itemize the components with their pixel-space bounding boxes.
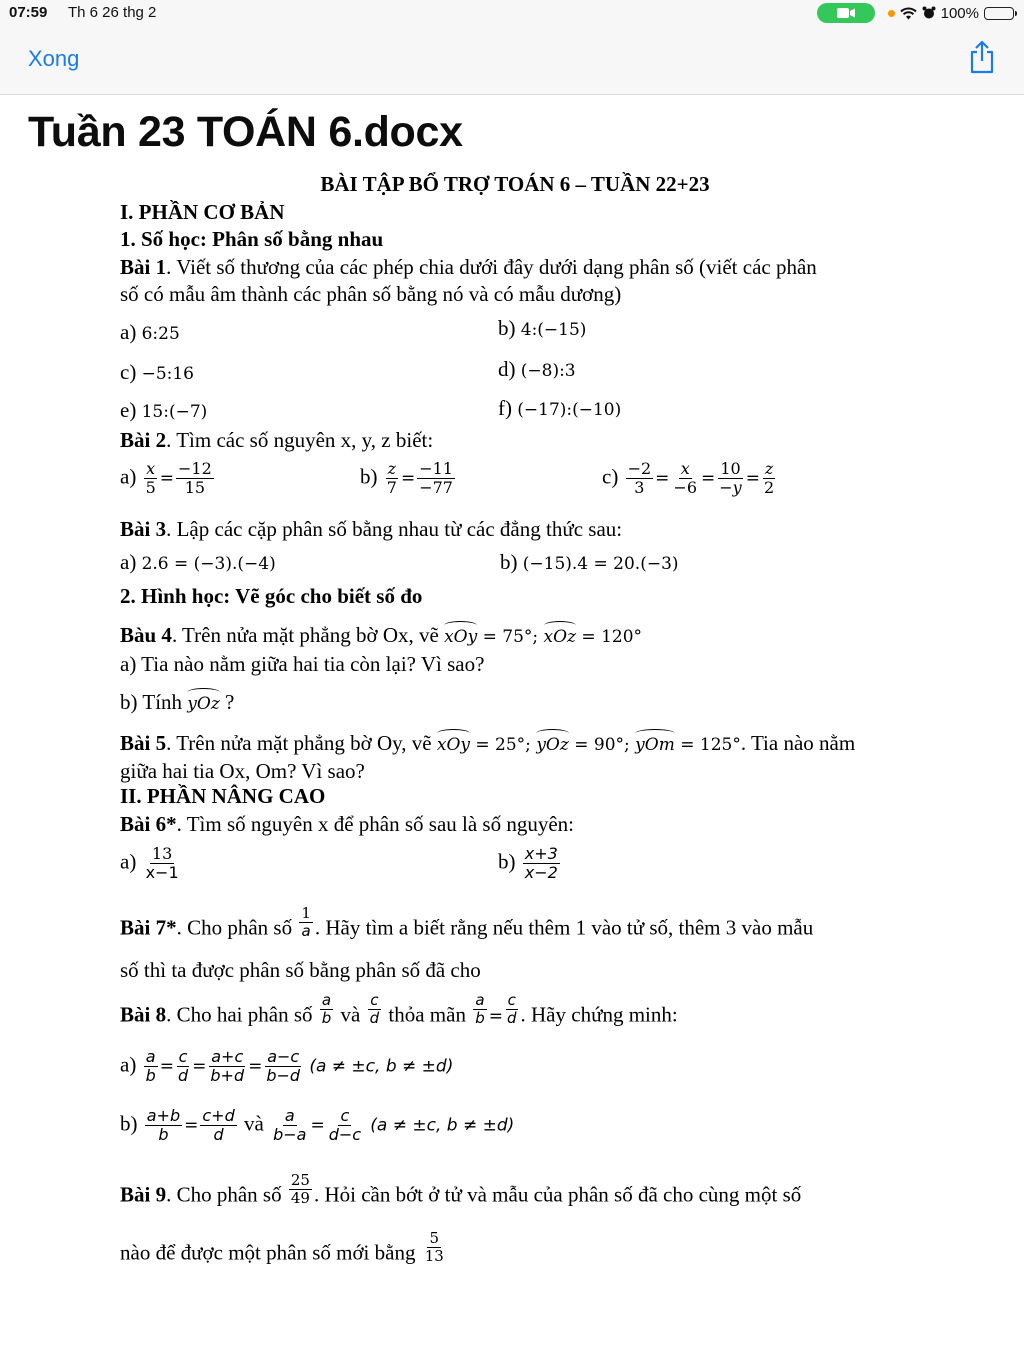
denominator: b−a <box>273 1125 307 1145</box>
bai5-line1 <box>120 731 855 756</box>
fraction <box>176 1048 190 1086</box>
numerator: 13 <box>151 844 173 863</box>
status-time: 07:59 <box>9 4 48 21</box>
item-label: c) <box>120 360 137 384</box>
denominator: a <box>301 922 311 941</box>
bai8-condition-text: thỏa mãn <box>388 1002 466 1027</box>
numerator: −2 <box>627 459 652 478</box>
bai6-text: . Tìm số nguyên x để phân số sau là số nguyên: <box>176 812 574 836</box>
bai8-text-cont: . Hãy chứng minh: <box>520 1002 678 1027</box>
denominator: 15 <box>184 478 206 498</box>
numerator: a+c <box>211 1047 244 1066</box>
bai3-line <box>120 517 622 542</box>
numerator: 25 <box>290 1171 310 1189</box>
numerator: −11 <box>419 459 453 478</box>
denominator: 2 <box>763 478 775 498</box>
bai1-item-e <box>120 398 207 423</box>
angle: yOz <box>187 694 220 714</box>
angle: xOz <box>543 627 577 647</box>
angle-value: = 75°; <box>477 627 544 647</box>
bai2-item-c: c) $\frac{-2}{3}$ = $\frac{x}{-6}$ = $\frac{10}{-y}$ = $\frac{z}{2}$ <box>602 459 775 498</box>
bai4-question-b <box>120 690 234 715</box>
numerator: c <box>507 991 516 1009</box>
denominator: x−2 <box>524 863 558 883</box>
item-label: d) <box>498 357 516 381</box>
numerator: 5 <box>429 1229 440 1247</box>
bai5-line2: giữa hai tia Ox, Om? Vì sao? <box>120 759 365 783</box>
denominator: b <box>158 1125 169 1145</box>
denominator: d−c <box>328 1125 362 1145</box>
fraction <box>417 460 455 498</box>
numerator: a+b <box>146 1106 181 1125</box>
bai2-line <box>120 428 433 453</box>
bai1-item-c <box>120 360 194 385</box>
denominator: 5 <box>145 478 156 498</box>
item-label: a) <box>120 849 137 874</box>
bai3-item-b <box>500 550 679 575</box>
worksheet-heading: BÀI TẬP BỔ TRỢ TOÁN 6 – TUẦN 22+23 <box>320 172 710 196</box>
fraction <box>145 1107 182 1145</box>
item-label: c) <box>602 464 619 489</box>
fraction <box>505 992 519 1028</box>
denominator: b−d <box>266 1066 301 1086</box>
conjunction: và <box>243 1111 264 1136</box>
bai1-f-expr: (−17):(−10) <box>517 400 622 420</box>
bai1-e-expr: 15:(−7) <box>141 402 208 422</box>
share-button[interactable] <box>968 40 996 79</box>
fraction <box>385 460 399 498</box>
fraction <box>299 905 313 941</box>
bai3-label: Bài 3 <box>120 517 167 541</box>
fraction <box>289 1172 312 1208</box>
numerator: a <box>475 991 485 1009</box>
fraction <box>762 460 776 498</box>
bai8-label: Bài 8 <box>120 1002 167 1027</box>
bai9-text-line2: nào để được một phân số mới bằng <box>120 1240 416 1265</box>
fraction <box>671 460 699 498</box>
numerator: −12 <box>178 459 212 478</box>
item-label: b) <box>498 849 516 874</box>
battery-percent: 100% <box>940 4 979 22</box>
top-bar <box>0 0 1024 95</box>
denominator: −77 <box>419 478 453 498</box>
numerator: 1 <box>301 904 311 922</box>
fraction <box>144 845 181 883</box>
angle-value: = 90°; <box>568 735 636 755</box>
bai3-a-expr: 2.6 = (−3).(−4) <box>141 554 276 574</box>
condition: (a ≠ ±c, b ≠ ±d) <box>370 1115 515 1136</box>
bai7-label: Bài 7* <box>120 915 177 940</box>
bai1-a-expr: 6:25 <box>141 324 180 344</box>
question-text: b) Tính <box>120 690 183 714</box>
bai7-line2: số thì ta được phân số bằng phân số đã cho <box>120 958 481 982</box>
denominator: d <box>369 1009 380 1028</box>
subsection-arithmetic-heading: 1. Số học: Phân số bằng nhau <box>120 227 384 251</box>
bai2-text: . Tìm các số nguyên x, y, z biết: <box>166 428 434 452</box>
fraction <box>320 992 334 1028</box>
numerator: a <box>284 1106 295 1125</box>
bai1-c-expr: −5:16 <box>141 364 194 384</box>
numerator: a <box>321 991 332 1009</box>
fraction <box>523 845 560 883</box>
numerator: x+3 <box>524 844 558 863</box>
bai6-item-b <box>498 845 562 883</box>
bai1-label: Bài 1 <box>120 255 167 279</box>
numerator: z <box>764 459 774 478</box>
fraction <box>200 1107 236 1145</box>
fraction <box>327 1107 363 1145</box>
condition: (a ≠ ±c, b ≠ ±d) <box>309 1056 454 1077</box>
battery-icon <box>984 7 1014 20</box>
denominator: b <box>321 1009 332 1028</box>
item-label: a) <box>120 320 137 344</box>
fraction <box>473 992 487 1028</box>
bai3-b-expr: (−15).4 = 20.(−3) <box>522 554 679 574</box>
fraction <box>368 992 382 1028</box>
angle: yOz <box>536 735 569 755</box>
bai7-text: . Cho phân số <box>176 915 293 940</box>
bai9-label: Bài 9 <box>120 1182 167 1207</box>
denominator: x−1 <box>145 863 179 883</box>
item-label: b) <box>498 316 516 340</box>
conjunction: và <box>340 1002 361 1027</box>
bai1-item-d <box>498 357 576 382</box>
bai6-label: Bài 6* <box>120 812 177 836</box>
bai1-item-f <box>498 396 621 421</box>
bai6-item-a <box>120 845 183 883</box>
denominator: −6 <box>673 478 698 498</box>
denominator: 49 <box>290 1189 310 1208</box>
fraction <box>717 460 743 498</box>
numerator: x <box>146 459 156 478</box>
numerator: c <box>178 1047 188 1066</box>
bai2-item-a: a) $\frac{x}{5}$ = $\frac{-12}{15}$ <box>120 459 212 498</box>
wifi-icon <box>900 7 917 20</box>
bai9-text: . Cho phân số <box>166 1182 282 1207</box>
item-label: a) <box>120 550 137 574</box>
bai8-text: . Cho hai phân số <box>166 1002 313 1027</box>
bai5-label: Bài 5 <box>120 731 167 755</box>
numerator: c+d <box>202 1106 235 1125</box>
status-indicators <box>817 3 1014 23</box>
numerator: a <box>145 1047 156 1066</box>
bai3-text: . Lập các cặp phân số bằng nhau từ các đẳng thức sau: <box>166 517 623 541</box>
bai2-label: Bài 2 <box>120 428 167 452</box>
denominator: 3 <box>634 478 645 498</box>
denominator: b <box>475 1009 485 1028</box>
angle-value: = 125° <box>674 735 741 755</box>
bai4-label: Bàu 4 <box>120 623 172 647</box>
bai4-line <box>120 623 642 648</box>
fraction <box>264 1048 302 1086</box>
bai1-text: . Viết số thương của các phép chia dưới đây dưới dạng phân số (viết các phân <box>166 255 817 279</box>
item-label: f) <box>498 396 512 420</box>
numerator: x <box>680 459 690 478</box>
section-basic-heading: I. PHẦN CƠ BẢN <box>120 200 285 224</box>
angle: xOy <box>436 735 470 755</box>
bai8-item-a: a) $\frac{a}{b}$ = $\frac{c}{d}$ = $\frac{a+c}{b+d}$ = $\frac{a-c}{b-d}$ (a ≠ ±c, b ≠ ±d) <box>120 1047 454 1086</box>
item-label: e) <box>120 398 137 422</box>
item-label: a) <box>120 1052 137 1077</box>
bai4-question-a: a) Tia nào nằm giữa hai tia còn lại? Vì sao? <box>120 652 485 676</box>
numerator: c <box>370 991 379 1009</box>
denominator: 13 <box>424 1247 444 1266</box>
bai9-text-cont: . Hỏi cần bớt ở tử và mẫu của phân số đã cho cùng một số <box>313 1182 802 1207</box>
bai8-item-b: b) $\frac{a+b}{b}$ = $\frac{c+d}{d}$ và $\frac{a}{b-a}$ = $\frac{c}{d-c}$ (a ≠ ±c, b ≠ ±d) <box>120 1106 515 1145</box>
denominator: b <box>145 1066 156 1086</box>
fraction <box>271 1107 308 1145</box>
angle-value: = 120° <box>576 627 643 647</box>
bai9-line1 <box>120 1172 801 1208</box>
angle: xOy <box>444 627 478 647</box>
numerator: c <box>340 1106 350 1125</box>
fraction <box>144 1048 158 1086</box>
bai4-text: . Trên nửa mặt phẳng bờ Ox, vẽ <box>171 623 439 647</box>
denominator: d <box>177 1066 189 1086</box>
angle-value: = 25°; <box>470 735 537 755</box>
fraction <box>208 1048 246 1086</box>
numerator: a−c <box>267 1047 300 1066</box>
subsection-geometry-heading: 2. Hình học: Vẽ góc cho biết số đo <box>120 584 423 608</box>
alarm-icon <box>922 6 936 20</box>
bai1-line2: số có mẫu âm thành các phân số bằng nó và có mẫu dương) <box>120 282 622 306</box>
bai5-text: . Trên nửa mặt phẳng bờ Oy, vẽ <box>166 731 432 755</box>
denominator: d <box>213 1125 224 1145</box>
denominator: d <box>506 1009 517 1028</box>
status-date: Th 6 26 thg 2 <box>68 4 157 21</box>
denominator: 7 <box>386 478 397 498</box>
bai1-b-expr: 4:(−15) <box>520 320 587 340</box>
bai1-item-a <box>120 320 180 345</box>
done-button[interactable]: Xong <box>28 46 80 71</box>
camera-in-use-icon <box>817 3 875 23</box>
bai1-line1 <box>120 255 817 280</box>
mic-indicator-icon <box>888 10 895 17</box>
fraction <box>626 460 654 498</box>
denominator: b+d <box>210 1066 245 1086</box>
bai7-line1 <box>120 905 813 941</box>
numerator: z <box>387 459 397 478</box>
bai9-line2 <box>120 1230 448 1266</box>
bai7-text-cont: . Hãy tìm a biết rằng nếu thêm 1 vào tử số, thêm 3 vào mẫu <box>314 915 814 940</box>
bai8-line: Bài 8. Cho hai phân số $\frac{a}{b}$ và $\frac{c}{d}$ thỏa mãn $\frac{a}{b}$ = $\frac{c}{d}$ . Hãy chứng minh: <box>120 991 678 1028</box>
fraction <box>144 460 158 498</box>
document-title: Tuần 23 TOÁN 6.docx <box>28 108 463 156</box>
angle: yOm <box>635 735 675 755</box>
item-label: a) <box>120 464 137 489</box>
bai1-item-b <box>498 316 586 341</box>
numerator: 10 <box>720 459 741 478</box>
bai1-d-expr: (−8):3 <box>520 361 576 381</box>
item-label: b) <box>360 464 378 489</box>
bai3-item-a <box>120 550 276 575</box>
fraction <box>423 1230 446 1266</box>
item-label: b) <box>500 550 518 574</box>
bai2-item-b: b) $\frac{z}{7}$ = $\frac{-11}{-77}$ <box>360 459 453 498</box>
share-icon <box>968 40 996 74</box>
denominator: −y <box>719 478 742 498</box>
section-advanced-heading: II. PHẦN NÂNG CAO <box>120 784 326 808</box>
fraction <box>176 460 214 498</box>
question-end: ? <box>219 690 235 714</box>
bai6-line <box>120 812 574 837</box>
item-label: b) <box>120 1111 138 1136</box>
bai5-tail: . Tia nào nằm <box>740 731 856 755</box>
